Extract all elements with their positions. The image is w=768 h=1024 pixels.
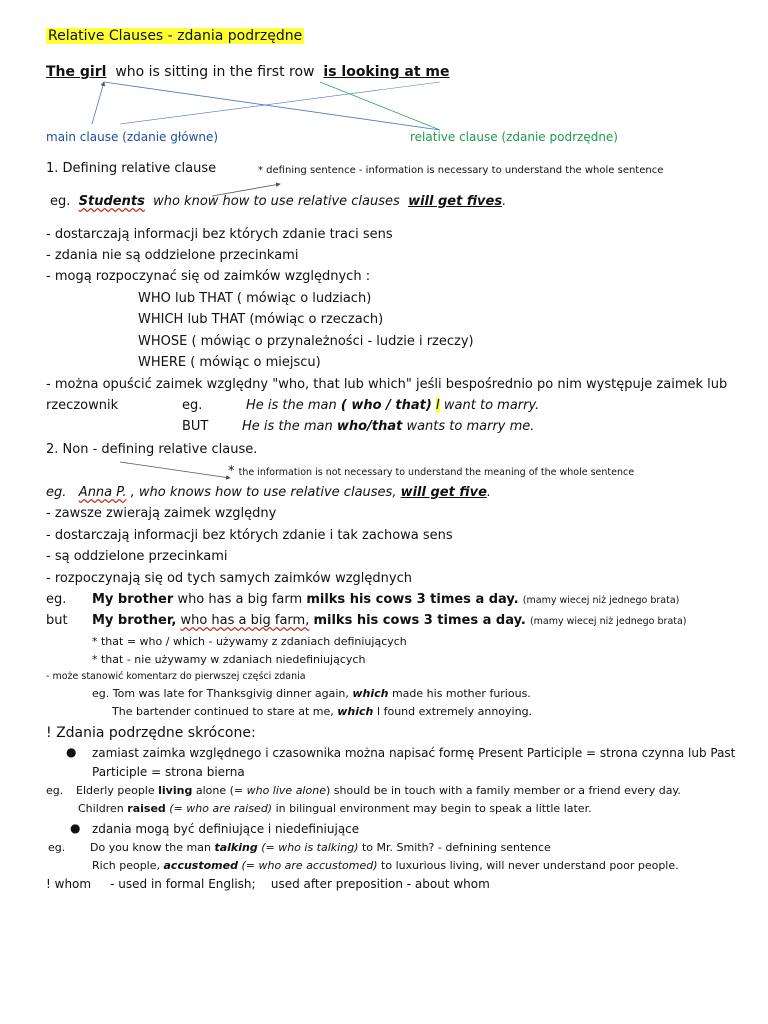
nd-ex1-prefix: eg. bbox=[46, 592, 67, 607]
eg2-b: ( who / that) bbox=[340, 398, 432, 413]
eg3-sentence bbox=[242, 419, 534, 435]
that-note-1: * that = who / which - używamy z zdaniach definiujących bbox=[92, 635, 407, 648]
nd-ex1-c: milks his cows 3 times a day. bbox=[306, 592, 519, 607]
title-highlight: Relative Clauses - zdania podrzędne bbox=[48, 28, 303, 44]
arrow-relative-1 bbox=[320, 82, 440, 130]
comment-ex-1 bbox=[92, 686, 531, 702]
nd-ex2-note: (mamy wiecej niż jednego brata) bbox=[529, 616, 687, 627]
nd-point-3: - są oddzielone przecinkami bbox=[46, 549, 228, 564]
s-ex4-accustomed: accustomed bbox=[163, 859, 238, 872]
pronoun-whose: WHOSE ( mówiąc o przynależności - ludzie i rzeczy) bbox=[138, 334, 474, 349]
shortened-heading: ! Zdania podrzędne skrócone: bbox=[46, 725, 256, 741]
nondefining-note bbox=[228, 464, 634, 481]
short-ex3-prefix: eg. bbox=[48, 841, 66, 854]
nd-ex2-prefix: but bbox=[46, 613, 68, 628]
eg2-i: I bbox=[435, 398, 440, 413]
defining-note: * defining sentence - information is necessary to understand the whole sentence bbox=[258, 165, 664, 176]
nd-ex1-note: (mamy wiecej niż jednego brata) bbox=[522, 595, 680, 606]
pronoun-which: WHICH lub THAT (mówiąc o rzeczach) bbox=[138, 312, 384, 327]
nd-eg-end: will get five bbox=[400, 485, 487, 500]
note-star: * bbox=[228, 464, 235, 479]
whom-c: used after preposition - about whom bbox=[270, 877, 490, 891]
whom-a: ! whom bbox=[46, 877, 92, 891]
subject-the-girl: The girl bbox=[46, 64, 107, 80]
arrow-nondefining bbox=[120, 462, 230, 478]
label-relative-clause: relative clause (zdanie podrzędne) bbox=[410, 130, 618, 144]
s-ex4-a: Rich people, bbox=[92, 859, 160, 872]
whom-b: - used in formal English; bbox=[110, 877, 256, 891]
eg3-a: He is the man bbox=[242, 419, 333, 434]
nd-eg-middle: , who knows how to use relative clauses, bbox=[130, 485, 397, 500]
s-ex3-a: Do you know the man bbox=[90, 841, 211, 854]
c-ex2-which: which bbox=[337, 705, 374, 718]
nd-point-2: - dostarczają informacji bez których zdanie i tak zachowa sens bbox=[46, 528, 453, 543]
eg-students: Students bbox=[78, 194, 145, 209]
comment-ex-2 bbox=[112, 704, 532, 720]
nd-eg-anna: Anna P. bbox=[78, 485, 127, 500]
shortened-bullet-1-l2: Participle = strona bierna bbox=[92, 765, 245, 779]
nd-ex2 bbox=[92, 613, 687, 630]
s-ex1-paren: who live alone bbox=[246, 784, 326, 797]
nd-ex2-b: who has a big farm, bbox=[180, 613, 310, 628]
s-ex4-paren: (= who are accustomed) bbox=[241, 859, 378, 872]
short-ex2 bbox=[78, 801, 592, 817]
c-ex2-a: The bartender continued to stare at me, bbox=[112, 705, 334, 718]
s-ex2-paren: (= who are raised) bbox=[169, 802, 273, 815]
s-ex4-c: to luxurious living, will never understand poor people. bbox=[381, 859, 679, 872]
comment-line: - może stanowić komentarz do pierwszej części zdania bbox=[46, 671, 306, 682]
main-predicate: is looking at me bbox=[323, 64, 450, 80]
eg-end: will get fives bbox=[408, 194, 503, 209]
short-ex3 bbox=[90, 840, 551, 856]
nd-point-1: - zawsze zwierają zaimek względny bbox=[46, 506, 277, 521]
arrow-main-1 bbox=[92, 82, 104, 124]
shortened-bullet-2: zdania mogą być definiujące i niedefiniujące bbox=[92, 822, 360, 836]
label-main-clause: main clause (zdanie główne) bbox=[46, 130, 219, 144]
pronoun-where: WHERE ( mówiąc o miejscu) bbox=[138, 355, 321, 370]
eg-prefix: eg. bbox=[50, 194, 71, 209]
nondefining-heading: 2. Non - defining relative clause. bbox=[46, 442, 258, 457]
bullet-dot-2: ● bbox=[70, 821, 81, 835]
eg2-sentence bbox=[246, 398, 539, 414]
nd-eg-prefix: eg. bbox=[46, 485, 67, 500]
pronoun-who: WHO lub THAT ( mówiąc o ludziach) bbox=[138, 291, 372, 306]
c-ex1-which: which bbox=[352, 687, 389, 700]
c-ex1-b: made his mother furious. bbox=[391, 687, 531, 700]
nd-point-4: - rozpoczynają się od tych samych zaimków względnych bbox=[46, 571, 412, 586]
s-ex2-c: in bilingual environment may begin to speak a little later. bbox=[275, 802, 592, 815]
defining-heading: 1. Defining relative clause bbox=[46, 161, 217, 176]
defining-point-2: - zdania nie są oddzielone przecinkami bbox=[46, 248, 299, 263]
short-ex1-prefix: eg. bbox=[46, 784, 64, 797]
eg-middle: who know how to use relative clauses bbox=[153, 194, 400, 209]
s-ex2-raised: raised bbox=[127, 802, 166, 815]
nd-ex1-b: who has a big farm bbox=[177, 592, 303, 607]
eg2-prefix: eg. bbox=[182, 398, 203, 413]
that-note-2: * that - nie używamy w zdaniach niedefiniujących bbox=[92, 653, 366, 666]
bullet-dot-1: ● bbox=[66, 745, 77, 759]
eg3-c: wants to marry me. bbox=[406, 419, 535, 434]
defining-point-3: - mogą rozpoczynać się od zaimków względnych : bbox=[46, 269, 371, 284]
relative-part: who is sitting in the first row bbox=[115, 64, 315, 80]
nd-ex2-c: milks his cows 3 times a day. bbox=[313, 613, 526, 628]
s-ex3-c: to Mr. Smith? - defnining sentence bbox=[361, 841, 551, 854]
s-ex1-living: living bbox=[158, 784, 193, 797]
arrow-cross bbox=[120, 82, 440, 124]
c-ex2-b: I found extremely annoying. bbox=[376, 705, 533, 718]
short-ex4 bbox=[92, 858, 679, 874]
nd-ex2-a: My brother, bbox=[92, 613, 177, 628]
c-ex1-a: eg. Tom was late for Thanksgivig dinner again, bbox=[92, 687, 349, 700]
s-ex3-talking: talking bbox=[214, 841, 258, 854]
s-ex1-a: Elderly people bbox=[76, 784, 155, 797]
nd-ex1-a: My brother bbox=[92, 592, 174, 607]
short-ex1 bbox=[76, 783, 681, 799]
eg3-b: who/that bbox=[336, 419, 403, 434]
s-ex2-a: Children bbox=[78, 802, 124, 815]
eg2-a: He is the man bbox=[246, 398, 337, 413]
s-ex1-c: ) should be in touch with a family member or a friend every day. bbox=[325, 784, 681, 797]
s-ex3-paren: (= who is talking) bbox=[261, 841, 359, 854]
shortened-bullet-1-l1: zamiast zaimka względnego i czasownika można napisać formę Present Participle = strona czynna lub Past bbox=[92, 746, 736, 760]
eg2-c: want to marry. bbox=[443, 398, 540, 413]
omit-line: - można opuścić zaimek względny "who, that lub which" jeśli bespośrednio po nim występuje zaimek lub bbox=[46, 377, 728, 392]
arrow-main-2 bbox=[104, 82, 440, 130]
nondefining-example: eg. Anna P. , who knows how to use relative clauses, will get five. bbox=[46, 485, 492, 500]
nd-ex1 bbox=[92, 592, 679, 609]
s-ex1-b: alone (= bbox=[195, 784, 244, 797]
rzeczownik-word: rzeczownik bbox=[46, 398, 119, 413]
whom-line bbox=[46, 876, 490, 892]
defining-example: eg. Students who know how to use relative clauses will get fives. bbox=[50, 194, 507, 209]
defining-point-1: - dostarczają informacji bez których zdanie traci sens bbox=[46, 227, 393, 242]
note-text: the information is not necessary to understand the meaning of the whole sentence bbox=[238, 467, 635, 478]
but-word: BUT bbox=[182, 419, 209, 434]
